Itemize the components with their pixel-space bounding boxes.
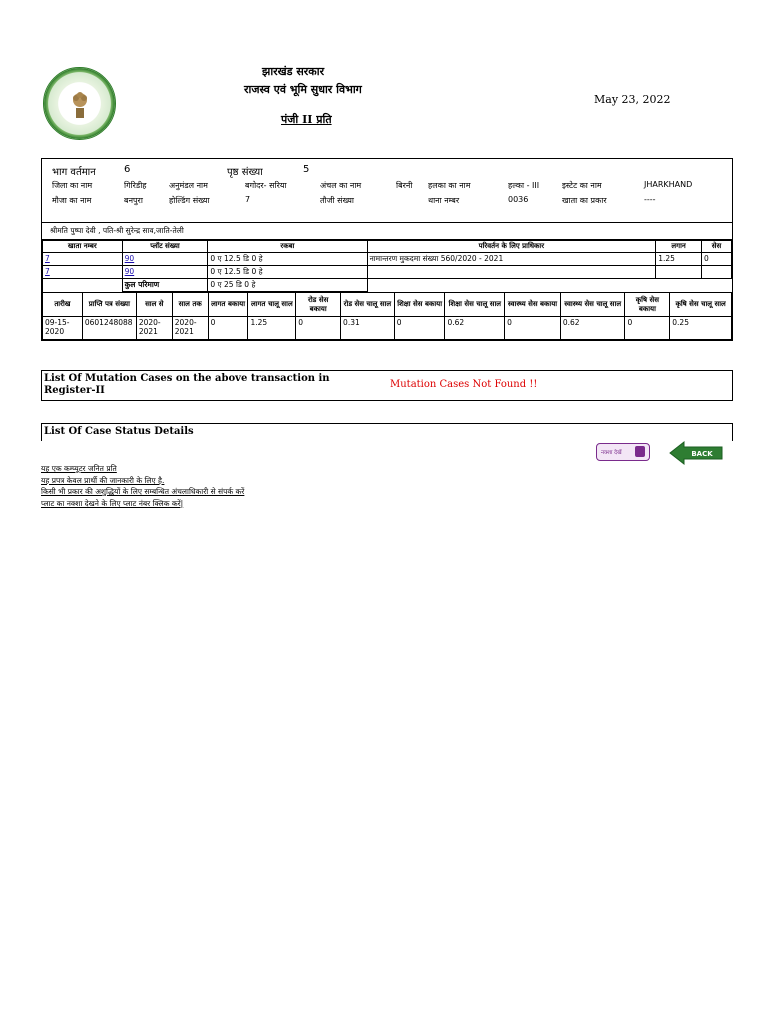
thana-value: 0036 [508,195,529,204]
col-krishi-current: कृषि सेस चालू साल [670,293,732,317]
anchal-label: अंचल का नाम [320,181,362,190]
emblem-icon [68,88,92,120]
note-line: प्लाट का नक्शा देखने के लिए प्लाट नंबर क्लिक करें| [41,498,184,508]
cell-road-current: 0.31 [341,317,395,340]
cell-shiksha-due: 0 [394,317,445,340]
holding-label: होल्डिंग संख्या [169,196,210,205]
note-line: यह एक कम्प्यूटर जनित प्रति [41,464,117,473]
land-info [42,159,732,223]
anumandal-value: बगोदर- सरिया [245,181,287,190]
rakba-cell: 0 ए 12.5 डि 0 हे [208,253,367,266]
mauja-value: बनपुरा [124,196,143,205]
cell-krishi-current: 0.25 [670,317,732,340]
register-title: पंजी II प्रति [281,113,332,126]
ses-cell [702,266,732,279]
mutation-title: List Of Mutation Cases on the above transaction in Register-II [44,373,330,396]
col-receipt: प्राप्ति पत्र संख्या [82,293,136,317]
col-road-current: रोड सेस चालू साल [341,293,395,317]
cell-swasthya-current: 0.62 [560,317,625,340]
col-ses: सेस [702,241,732,253]
estate-label: इस्टेट का नाम [562,181,602,190]
prishth-label: पृष्ठ संख्या [227,167,263,178]
lagan-cell [656,266,702,279]
col-lagat-due: लागत बकाया [208,293,248,317]
total-row [43,279,732,292]
halka-label: हलका का नाम [428,181,471,190]
map-icon [635,446,645,457]
cell-krishi-due: 0 [625,317,670,340]
back-button[interactable] [668,440,724,466]
naksha-button[interactable] [596,443,650,461]
col-date: तारीख [43,293,83,317]
col-krishi-due: कृषि सेस बकाया [625,293,670,317]
back-label: BACK [691,450,713,458]
estate-value: JHARKHAND [644,180,693,189]
anchal-value: बिरनी [396,181,413,190]
cell-road-due: 0 [296,317,341,340]
col-year-to: साल तक [172,293,208,317]
col-shiksha-current: शिक्षा सेस चालू साल [445,293,505,317]
naksha-label: नक्शा देखें [601,450,622,456]
rakba-cell: 0 ए 12.5 डि 0 हे [208,266,367,279]
plot-table [42,240,732,292]
khata-link[interactable]: 7 [45,254,50,263]
cell-year-from: 2020-2021 [136,317,172,340]
jila-label: जिला का नाम [52,181,93,190]
adhikar-cell [367,266,656,279]
table-row [43,253,732,266]
bhag-label: भाग वर्तमान [52,167,96,178]
total-label: कुल परिमाण [122,279,208,292]
note-line: किसी भी प्रकार की अशुद्धियों के लिए सम्बन्धित अंचलाधिकारी से संपर्क करें [41,487,245,496]
lagan-cell: 1.25 [656,253,702,266]
footer-notes [41,463,244,509]
department-title: राजस्व एवं भूमि सुधार विभाग [244,83,362,96]
cell-swasthya-due: 0 [505,317,561,340]
report-date: May 23, 2022 [594,93,671,106]
cell-date: 09-15-2020 [43,317,83,340]
col-shiksha-due: शिक्षा सेस बकाया [394,293,445,317]
payment-table [42,292,732,340]
payment-table-header [43,293,732,317]
col-adhikar: परिवर्तन के लिए प्राधिकार [367,241,656,253]
cell-lagat-current: 1.25 [248,317,296,340]
anumandal-label: अनुमंडल नाम [169,181,208,190]
total-rakba: 0 ए 25 डि 0 हे [208,279,367,292]
halka-value: हल्का - III [508,181,540,190]
mauja-label: मौजा का नाम [52,196,92,205]
col-rakba: रकबा [208,241,367,253]
case-status-section [41,423,733,441]
table-row [43,266,732,279]
mutation-message: Mutation Cases Not Found !! [390,379,538,390]
holding-value: 7 [245,195,251,204]
cell-receipt: 0601248088 [82,317,136,340]
col-khata: खाता नम्बर [43,241,123,253]
khata-prakar-label: खाता का प्रकार [562,196,607,205]
khata-link[interactable]: 7 [45,267,50,276]
col-swasthya-due: स्वास्थ्य सेस बकाया [505,293,561,317]
prishth-value: 5 [303,164,310,175]
tauji-label: तौजी संख्या [320,196,354,205]
register-record [41,158,733,341]
jila-value: गिरिडीह [124,181,147,190]
case-status-title: List Of Case Status Details [44,426,194,437]
cell-lagat-due: 0 [208,317,248,340]
cell-shiksha-current: 0.62 [445,317,505,340]
note-line: यह प्रपत्र केवल प्रार्थी की जानकारी के लिए है. [41,475,165,485]
table-row [43,317,732,340]
plot-link[interactable]: 90 [124,267,135,276]
ses-cell: 0 [702,253,732,266]
col-swasthya-current: स्वास्थ्य सेस चालू साल [560,293,625,317]
col-year-from: साल से [136,293,172,317]
adhikar-cell: नामान्तरण मुकदमा संख्या 560/2020 - 2021 [367,253,656,266]
mutation-cases-section [41,370,733,401]
owner-details: श्रीमति पुष्पा देवी , पति-श्री सुरेन्द्र साव,जाति-तेली [42,223,732,240]
cell-year-to: 2020-2021 [172,317,208,340]
bhag-value: 6 [124,164,131,175]
government-seal-icon [43,67,116,140]
col-plot: प्लॉट संख्या [122,241,208,253]
thana-label: थाना नम्बर [428,196,460,205]
col-road-due: रोड सेस बकाया [296,293,341,317]
col-lagat-current: लागत चालू साल [248,293,296,317]
plot-link[interactable]: 90 [124,254,135,263]
khata-prakar-value: ---- [644,195,656,204]
col-lagan: लगान [656,241,702,253]
govt-title: झारखंड सरकार [262,65,325,78]
plot-table-header [43,241,732,253]
